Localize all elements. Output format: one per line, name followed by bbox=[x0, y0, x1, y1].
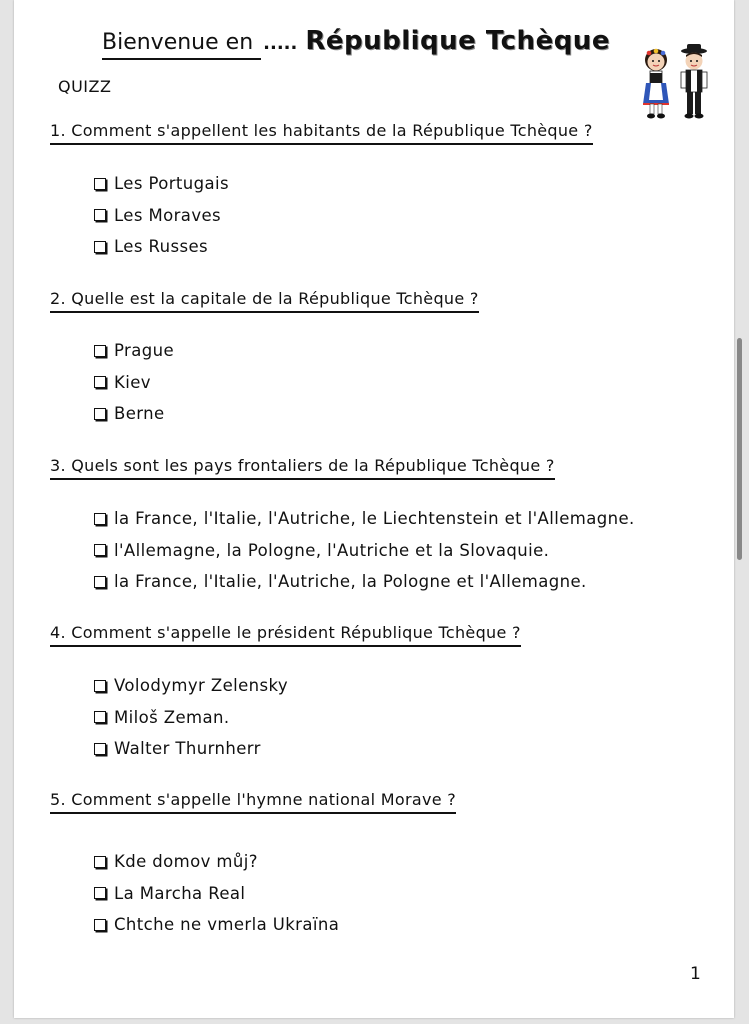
checkbox-icon[interactable] bbox=[94, 743, 106, 755]
option-label: Prague bbox=[114, 341, 175, 361]
question-5-options bbox=[94, 846, 339, 941]
vertical-scrollbar[interactable] bbox=[737, 338, 742, 560]
option-label: l'Allemagne, la Pologne, l'Autriche et la Slovaquie. bbox=[114, 540, 550, 560]
option-label: Volodymyr Zelensky bbox=[114, 676, 289, 696]
question-4-options bbox=[94, 670, 288, 765]
option-checkbox-item[interactable] bbox=[94, 909, 339, 941]
option-label: Kiev bbox=[114, 372, 151, 392]
checkbox-icon[interactable] bbox=[94, 919, 106, 931]
quiz-label: QUIZZ bbox=[58, 77, 112, 96]
option-checkbox-item[interactable] bbox=[94, 733, 288, 765]
question-3-options bbox=[94, 503, 635, 598]
option-checkbox-item[interactable] bbox=[94, 200, 229, 232]
checkbox-icon[interactable] bbox=[94, 544, 106, 556]
checkbox-icon[interactable] bbox=[94, 680, 106, 692]
checkbox-icon[interactable] bbox=[94, 856, 106, 868]
option-label: Walter Thurnherr bbox=[114, 739, 261, 759]
checkbox-icon[interactable] bbox=[94, 576, 106, 588]
checkbox-icon[interactable] bbox=[94, 887, 106, 899]
costume-figures-illustration bbox=[636, 42, 714, 124]
page-number: 1 bbox=[690, 964, 701, 984]
title-dots: ..... bbox=[263, 33, 298, 54]
option-label: la France, l'Italie, l'Autriche, le Liechtenstein et l'Allemagne. bbox=[114, 509, 635, 529]
option-label: Les Moraves bbox=[114, 205, 222, 225]
option-checkbox-item[interactable] bbox=[94, 535, 635, 567]
title-welcome: Bienvenue en bbox=[102, 28, 261, 60]
option-label: Kde domov můj? bbox=[114, 852, 258, 872]
option-label: La Marcha Real bbox=[114, 883, 246, 903]
boy-figure bbox=[681, 44, 707, 119]
option-checkbox-item[interactable] bbox=[94, 846, 339, 878]
option-checkbox-item[interactable] bbox=[94, 367, 174, 399]
page-title bbox=[102, 26, 610, 60]
checkbox-icon[interactable] bbox=[94, 209, 106, 221]
option-label: la France, l'Italie, l'Autriche, la Pologne et l'Allemagne. bbox=[114, 572, 587, 592]
option-checkbox-item[interactable] bbox=[94, 335, 174, 367]
option-label: Les Portugais bbox=[114, 174, 230, 194]
checkbox-icon[interactable] bbox=[94, 711, 106, 723]
option-label: Chtche ne vmerla Ukraïna bbox=[114, 915, 340, 935]
question-2: 2. Quelle est la capitale de la République Tchèque ? bbox=[50, 288, 479, 313]
option-checkbox-item[interactable] bbox=[94, 566, 635, 598]
option-label: Les Russes bbox=[114, 237, 209, 257]
title-country: République Tchèque bbox=[305, 26, 610, 56]
option-checkbox-item[interactable] bbox=[94, 878, 339, 910]
question-2-options bbox=[94, 335, 174, 430]
option-checkbox-item[interactable] bbox=[94, 702, 288, 734]
checkbox-icon[interactable] bbox=[94, 178, 106, 190]
checkbox-icon[interactable] bbox=[94, 408, 106, 420]
checkbox-icon[interactable] bbox=[94, 345, 106, 357]
question-1: 1. Comment s'appellent les habitants de la République Tchèque ? bbox=[50, 120, 593, 145]
document-page bbox=[14, 0, 734, 1018]
option-checkbox-item[interactable] bbox=[94, 231, 229, 263]
question-1-options bbox=[94, 168, 229, 263]
checkbox-icon[interactable] bbox=[94, 376, 106, 388]
option-checkbox-item[interactable] bbox=[94, 503, 635, 535]
girl-figure bbox=[643, 49, 669, 119]
option-label: Berne bbox=[114, 404, 165, 424]
option-checkbox-item[interactable] bbox=[94, 670, 288, 702]
question-3: 3. Quels sont les pays frontaliers de la République Tchèque ? bbox=[50, 455, 555, 480]
option-label: Miloš Zeman. bbox=[114, 707, 230, 727]
option-checkbox-item[interactable] bbox=[94, 168, 229, 200]
question-4: 4. Comment s'appelle le président République Tchèque ? bbox=[50, 622, 521, 647]
checkbox-icon[interactable] bbox=[94, 513, 106, 525]
option-checkbox-item[interactable] bbox=[94, 398, 174, 430]
checkbox-icon[interactable] bbox=[94, 241, 106, 253]
question-5: 5. Comment s'appelle l'hymne national Morave ? bbox=[50, 789, 456, 814]
